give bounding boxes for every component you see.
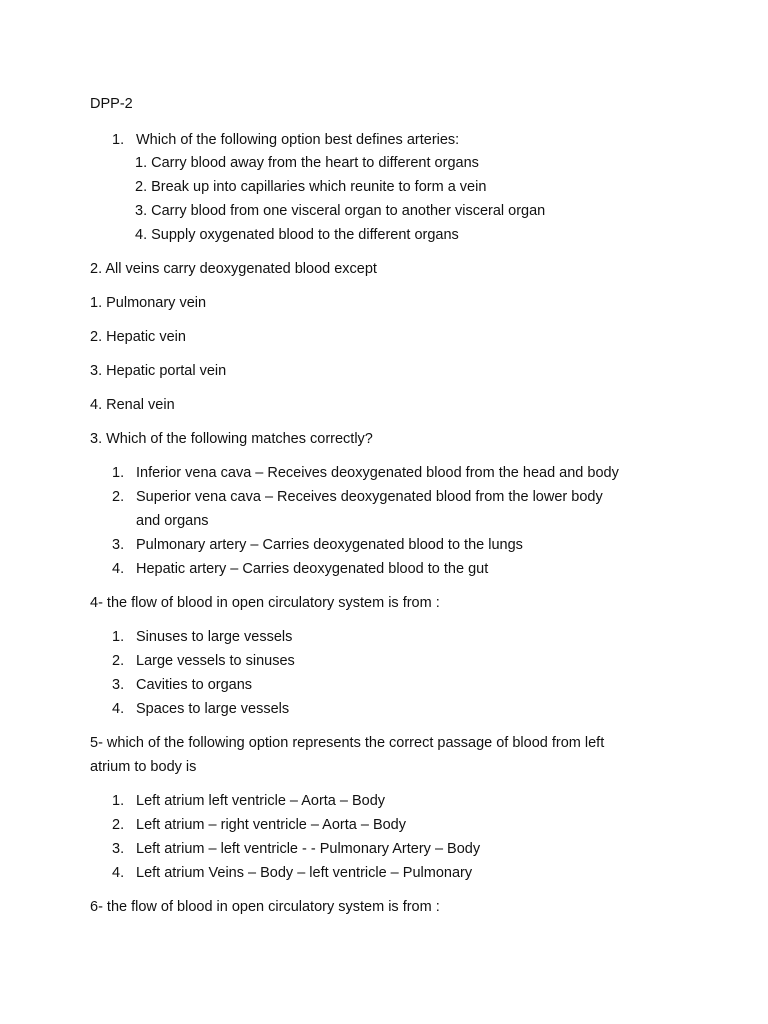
- q3-number-4: 4.: [112, 561, 125, 577]
- q5-text-line-2: atrium to body is: [90, 759, 197, 775]
- q1-option-2: 2. Break up into capillaries which reunite to form a vein: [135, 179, 487, 195]
- q3-option-2: Superior vena cava – Receives deoxygenated blood from the lower body: [136, 489, 603, 505]
- q2-text: 2. All veins carry deoxygenated blood except: [90, 261, 377, 277]
- q3-option-3: Pulmonary artery – Carries deoxygenated blood to the lungs: [136, 537, 523, 553]
- q3-option-2-cont: and organs: [136, 513, 209, 529]
- q5-number-2: 2.: [112, 817, 125, 833]
- q5-option-3: Left atrium – left ventricle - - Pulmonary Artery – Body: [136, 841, 481, 857]
- q5-text-line-1: 5- which of the following option represents the correct passage of blood from left: [90, 735, 605, 751]
- q4-option-4: Spaces to large vessels: [136, 701, 290, 717]
- q3-number-1: 1.: [112, 465, 125, 481]
- q2-option-3: 3. Hepatic portal vein: [90, 363, 227, 379]
- q4-text: 4- the flow of blood in open circulatory system is from :: [90, 595, 440, 611]
- q4-option-3: Cavities to organs: [136, 677, 253, 693]
- q3-number-3: 3.: [112, 537, 125, 553]
- q1-number: 1.: [112, 132, 125, 148]
- q3-option-1: Inferior vena cava – Receives deoxygenated blood from the head and body: [136, 465, 619, 481]
- q4-number-2: 2.: [112, 653, 125, 669]
- document-title: DPP-2: [90, 96, 133, 112]
- q4-number-3: 3.: [112, 677, 125, 693]
- q2-option-1: 1. Pulmonary vein: [90, 295, 207, 311]
- q5-option-2: Left atrium – right ventricle – Aorta – Body: [136, 817, 406, 833]
- q5-option-1: Left atrium left ventricle – Aorta – Body: [136, 793, 386, 809]
- q1-option-1: 1. Carry blood away from the heart to different organs: [135, 155, 479, 171]
- q4-option-1: Sinuses to large vessels: [136, 629, 293, 645]
- q5-option-4: Left atrium Veins – Body – left ventricle – Pulmonary: [136, 865, 473, 881]
- q5-number-4: 4.: [112, 865, 125, 881]
- q4-number-4: 4.: [112, 701, 125, 717]
- q5-number-1: 1.: [112, 793, 125, 809]
- q3-number-2: 2.: [112, 489, 125, 505]
- q2-option-4: 4. Renal vein: [90, 397, 175, 413]
- q3-option-4: Hepatic artery – Carries deoxygenated blood to the gut: [136, 561, 489, 577]
- q5-number-3: 3.: [112, 841, 125, 857]
- q1-text: Which of the following option best defines arteries:: [136, 132, 460, 148]
- q2-option-2: 2. Hepatic vein: [90, 329, 186, 345]
- q3-text: 3. Which of the following matches correctly?: [90, 431, 373, 447]
- q1-option-3: 3. Carry blood from one visceral organ to another visceral organ: [135, 203, 546, 219]
- q6-text: 6- the flow of blood in open circulatory system is from :: [90, 899, 440, 915]
- q4-number-1: 1.: [112, 629, 125, 645]
- q1-option-4: 4. Supply oxygenated blood to the different organs: [135, 227, 459, 243]
- q4-option-2: Large vessels to sinuses: [136, 653, 295, 669]
